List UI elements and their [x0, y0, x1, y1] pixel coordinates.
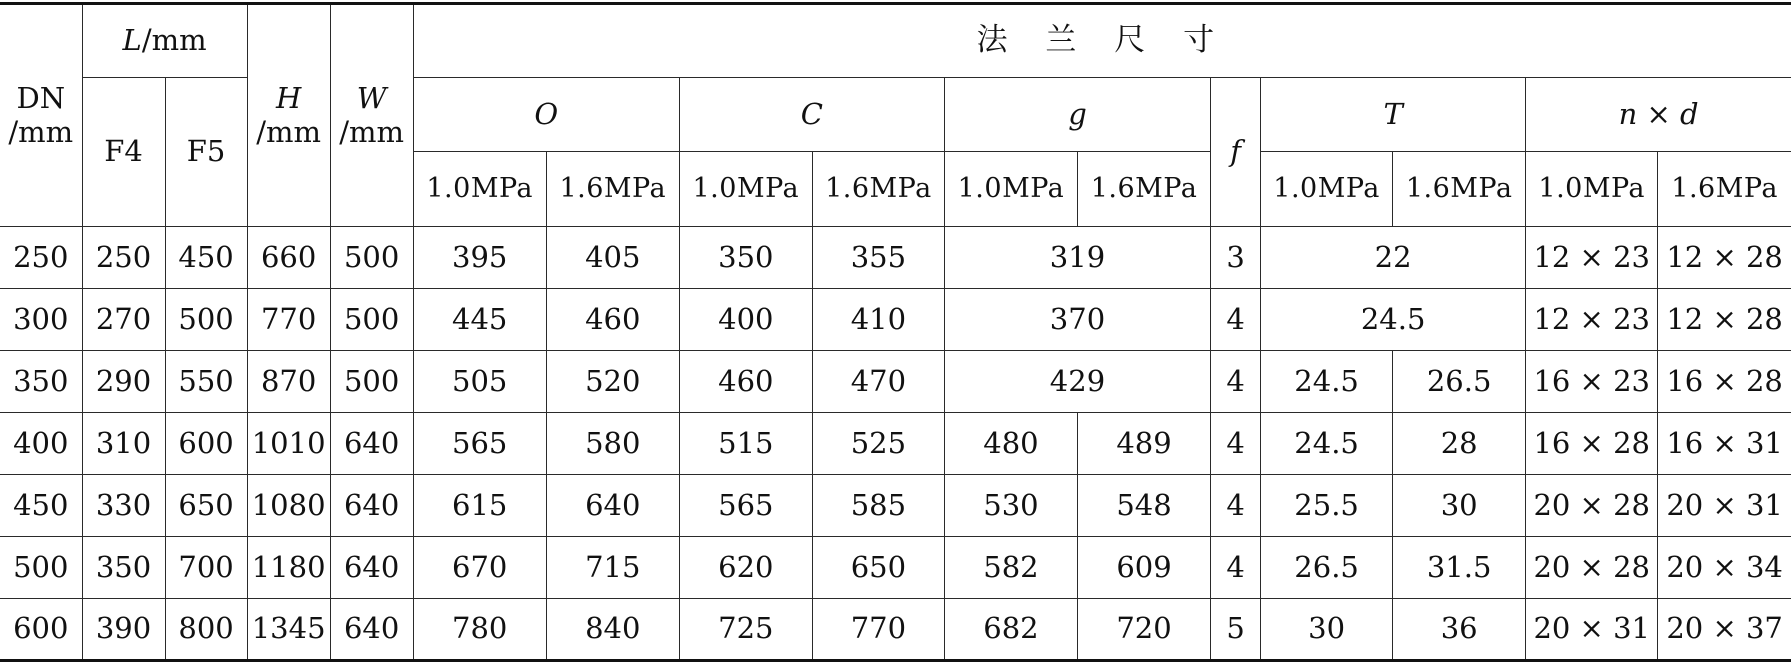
- cell-o-1.6: 840: [546, 599, 679, 661]
- cell-nxd-1.0: 20 × 28: [1526, 475, 1658, 537]
- header-nxd-1.6: 1.6MPa: [1658, 152, 1791, 227]
- cell-o-1.0: 395: [413, 227, 546, 289]
- header-nxd-1.0: 1.0MPa: [1526, 152, 1658, 227]
- cell-o-1.0: 615: [413, 475, 546, 537]
- table-row: [0, 599, 1791, 661]
- cell-f5: 450: [165, 227, 247, 289]
- cell-dn: 250: [0, 227, 82, 289]
- header-dn: [0, 4, 82, 227]
- cell-f5: 650: [165, 475, 247, 537]
- cell-c-1.6: 650: [812, 537, 944, 599]
- header-nxd: n × d: [1526, 78, 1791, 152]
- cell-g: 319: [944, 227, 1210, 289]
- cell-f4: 390: [82, 599, 165, 661]
- header-g-1.6: 1.6MPa: [1077, 152, 1210, 227]
- cell-o-1.6: 640: [546, 475, 679, 537]
- cell-nxd-1.0: 16 × 23: [1526, 351, 1658, 413]
- cell-nxd-1.6: 16 × 31: [1658, 413, 1791, 475]
- header-W: [330, 4, 413, 227]
- cell-g: 429: [944, 351, 1210, 413]
- header-L: [82, 4, 247, 78]
- cell-f4: 350: [82, 537, 165, 599]
- cell-o-1.0: 565: [413, 413, 546, 475]
- cell-h: 1010: [247, 413, 330, 475]
- cell-dn: 400: [0, 413, 82, 475]
- cell-f: 5: [1211, 599, 1261, 661]
- header-H-symbol: H: [275, 81, 302, 116]
- cell-w: 640: [330, 475, 413, 537]
- cell-f: 4: [1211, 537, 1261, 599]
- cell-h: 1345: [247, 599, 330, 661]
- cell-c-1.6: 470: [812, 351, 944, 413]
- cell-g-1.6: 609: [1077, 537, 1210, 599]
- header-H-unit: /mm: [256, 114, 322, 149]
- cell-dn: 500: [0, 537, 82, 599]
- cell-c-1.0: 460: [679, 351, 812, 413]
- cell-f5: 800: [165, 599, 247, 661]
- cell-dn: 600: [0, 599, 82, 661]
- header-O-1.0: 1.0MPa: [413, 152, 546, 227]
- cell-t-1.0: 30: [1261, 599, 1393, 661]
- cell-dn: 300: [0, 289, 82, 351]
- cell-g-1.0: 530: [944, 475, 1077, 537]
- cell-o-1.6: 460: [546, 289, 679, 351]
- cell-t-1.6: 26.5: [1393, 351, 1526, 413]
- header-C-1.6: 1.6MPa: [812, 152, 944, 227]
- header-g: g: [944, 78, 1210, 152]
- cell-c-1.0: 565: [679, 475, 812, 537]
- cell-nxd-1.6: 12 × 28: [1658, 227, 1791, 289]
- cell-t: 22: [1261, 227, 1526, 289]
- cell-nxd-1.0: 20 × 28: [1526, 537, 1658, 599]
- header-dn-label: DN: [16, 81, 66, 116]
- header-F4: F4: [82, 78, 165, 227]
- cell-g-1.0: 682: [944, 599, 1077, 661]
- cell-nxd-1.0: 12 × 23: [1526, 289, 1658, 351]
- header-T-1.0: 1.0MPa: [1261, 152, 1393, 227]
- table-row: [0, 351, 1791, 413]
- cell-w: 500: [330, 227, 413, 289]
- header-O: O: [413, 78, 679, 152]
- cell-c-1.6: 770: [812, 599, 944, 661]
- header-f: f: [1211, 78, 1261, 227]
- cell-nxd-1.0: 20 × 31: [1526, 599, 1658, 661]
- cell-c-1.0: 350: [679, 227, 812, 289]
- cell-f: 4: [1211, 413, 1261, 475]
- header-W-unit: /mm: [339, 114, 405, 149]
- cell-f5: 500: [165, 289, 247, 351]
- cell-c-1.6: 355: [812, 227, 944, 289]
- cell-dn: 350: [0, 351, 82, 413]
- header-C-1.0: 1.0MPa: [679, 152, 812, 227]
- cell-f: 4: [1211, 351, 1261, 413]
- cell-h: 770: [247, 289, 330, 351]
- cell-f4: 250: [82, 227, 165, 289]
- cell-nxd-1.0: 16 × 28: [1526, 413, 1658, 475]
- header-row-1: [0, 4, 1791, 78]
- cell-t-1.6: 36: [1393, 599, 1526, 661]
- cell-o-1.6: 520: [546, 351, 679, 413]
- cell-w: 500: [330, 289, 413, 351]
- cell-c-1.0: 620: [679, 537, 812, 599]
- cell-f4: 310: [82, 413, 165, 475]
- cell-t-1.6: 30: [1393, 475, 1526, 537]
- header-C: C: [679, 78, 944, 152]
- cell-t-1.0: 24.5: [1261, 413, 1393, 475]
- cell-nxd-1.6: 16 × 28: [1658, 351, 1791, 413]
- cell-w: 640: [330, 599, 413, 661]
- cell-t-1.0: 26.5: [1261, 537, 1393, 599]
- header-flange-dimensions: 法 兰 尺 寸: [413, 4, 1791, 78]
- cell-f4: 270: [82, 289, 165, 351]
- cell-f4: 290: [82, 351, 165, 413]
- cell-h: 1080: [247, 475, 330, 537]
- header-T-1.6: 1.6MPa: [1393, 152, 1526, 227]
- header-O-1.6: 1.6MPa: [546, 152, 679, 227]
- cell-w: 500: [330, 351, 413, 413]
- table-row: [0, 537, 1791, 599]
- cell-g: 370: [944, 289, 1210, 351]
- cell-f5: 550: [165, 351, 247, 413]
- cell-g-1.0: 582: [944, 537, 1077, 599]
- cell-f4: 330: [82, 475, 165, 537]
- cell-nxd-1.6: 12 × 28: [1658, 289, 1791, 351]
- cell-g-1.6: 489: [1077, 413, 1210, 475]
- cell-f: 4: [1211, 475, 1261, 537]
- cell-t-1.0: 25.5: [1261, 475, 1393, 537]
- cell-w: 640: [330, 537, 413, 599]
- cell-dn: 450: [0, 475, 82, 537]
- cell-t-1.6: 31.5: [1393, 537, 1526, 599]
- cell-c-1.0: 515: [679, 413, 812, 475]
- cell-nxd-1.6: 20 × 31: [1658, 475, 1791, 537]
- header-dn-unit: /mm: [8, 114, 74, 149]
- cell-c-1.6: 410: [812, 289, 944, 351]
- cell-o-1.6: 715: [546, 537, 679, 599]
- cell-c-1.6: 525: [812, 413, 944, 475]
- cell-o-1.6: 580: [546, 413, 679, 475]
- cell-o-1.6: 405: [546, 227, 679, 289]
- cell-w: 640: [330, 413, 413, 475]
- header-W-symbol: W: [356, 81, 387, 116]
- header-L-symbol: L: [122, 23, 142, 58]
- cell-t: 24.5: [1261, 289, 1526, 351]
- cell-f5: 600: [165, 413, 247, 475]
- cell-h: 1180: [247, 537, 330, 599]
- cell-g-1.6: 548: [1077, 475, 1210, 537]
- cell-h: 660: [247, 227, 330, 289]
- cell-g-1.0: 480: [944, 413, 1077, 475]
- cell-o-1.0: 670: [413, 537, 546, 599]
- cell-o-1.0: 780: [413, 599, 546, 661]
- cell-c-1.0: 725: [679, 599, 812, 661]
- cell-f: 4: [1211, 289, 1261, 351]
- cell-o-1.0: 505: [413, 351, 546, 413]
- table-row: [0, 289, 1791, 351]
- cell-h: 870: [247, 351, 330, 413]
- table-row: [0, 227, 1791, 289]
- header-H: [247, 4, 330, 227]
- valve-dimension-table: [0, 2, 1791, 662]
- cell-f: 3: [1211, 227, 1261, 289]
- table-row: [0, 475, 1791, 537]
- header-T: T: [1261, 78, 1526, 152]
- cell-f5: 700: [165, 537, 247, 599]
- header-F5: F5: [165, 78, 247, 227]
- table-row: [0, 413, 1791, 475]
- cell-c-1.6: 585: [812, 475, 944, 537]
- cell-t-1.6: 28: [1393, 413, 1526, 475]
- cell-o-1.0: 445: [413, 289, 546, 351]
- cell-nxd-1.6: 20 × 34: [1658, 537, 1791, 599]
- header-L-unit: /mm: [141, 23, 207, 58]
- cell-t-1.0: 24.5: [1261, 351, 1393, 413]
- header-g-1.0: 1.0MPa: [944, 152, 1077, 227]
- cell-nxd-1.0: 12 × 23: [1526, 227, 1658, 289]
- cell-nxd-1.6: 20 × 37: [1658, 599, 1791, 661]
- cell-c-1.0: 400: [679, 289, 812, 351]
- cell-g-1.6: 720: [1077, 599, 1210, 661]
